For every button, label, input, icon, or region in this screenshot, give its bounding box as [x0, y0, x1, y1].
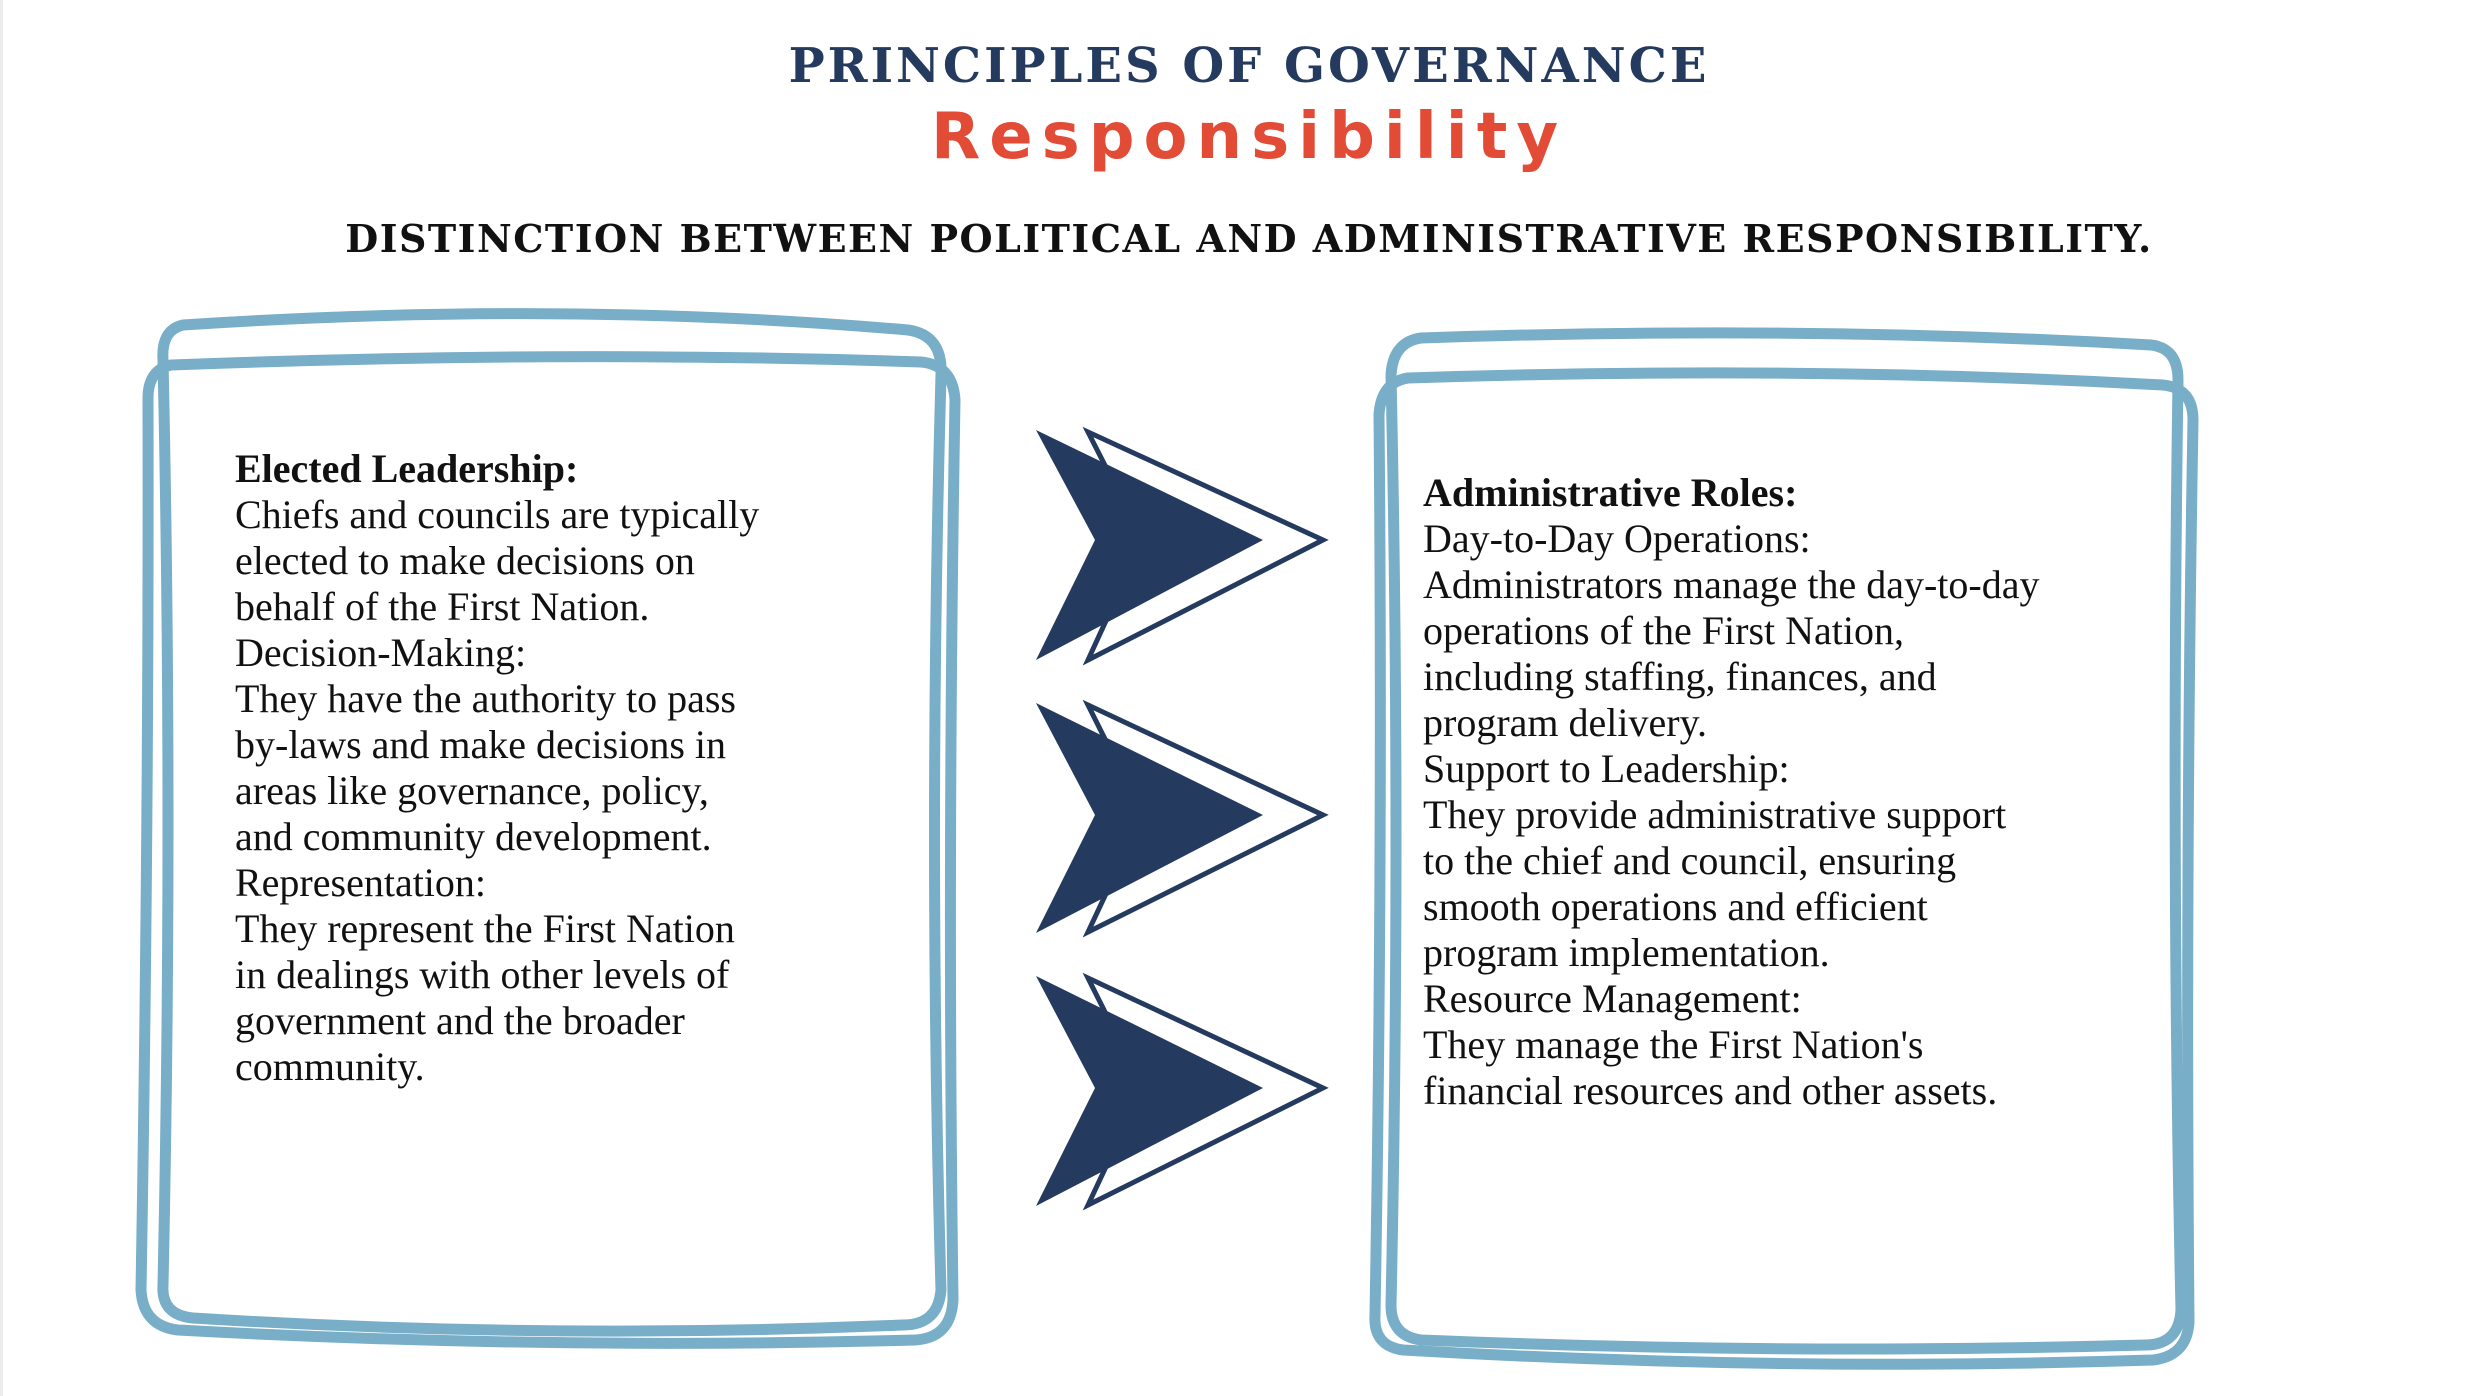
- chevron-arrow-icon: [1036, 976, 1323, 1206]
- panel-line: operations of the First Nation,: [1423, 608, 1905, 653]
- panel-line: Administrators manage the day-to-day: [1423, 562, 2040, 607]
- panel-line: and community development.: [235, 814, 712, 859]
- chevron-arrow-icon: [1036, 703, 1323, 933]
- chevron-arrow-icon: [1036, 430, 1323, 660]
- section-heading: DISTINCTION BETWEEN POLITICAL AND ADMINISTRATIVE RESPONSIBILITY.: [345, 216, 2153, 261]
- panel-line: Day-to-Day Operations:: [1423, 516, 1811, 561]
- panel-line: program implementation.: [1423, 930, 1830, 975]
- panel-line: They represent the First Nation: [235, 906, 735, 951]
- panel-line: smooth operations and efficient: [1423, 884, 1928, 929]
- panel-line: Resource Management:: [1423, 976, 1802, 1021]
- panel-line: in dealings with other levels of: [235, 952, 730, 997]
- panel-line: They manage the First Nation's: [1423, 1022, 1924, 1067]
- elected-leadership-panel: [235, 446, 955, 1090]
- panel-line: program delivery.: [1423, 700, 1707, 745]
- panel-line: areas like governance, policy,: [235, 768, 709, 813]
- panel-line: They have the authority to pass: [235, 676, 736, 721]
- panel-line: community.: [235, 1044, 425, 1089]
- page-title: PRINCIPLES OF GOVERNANCE: [788, 38, 1710, 94]
- panel-line: Support to Leadership:: [1423, 746, 1790, 791]
- panel-line: government and the broader: [235, 998, 685, 1043]
- panel-line: Decision-Making:: [235, 630, 527, 675]
- panel-line: financial resources and other assets.: [1423, 1068, 1998, 1113]
- page-subtitle: Responsibility: [930, 100, 1568, 174]
- panel-line: Chiefs and councils are typically: [235, 492, 760, 537]
- panel-line: Representation:: [235, 860, 487, 905]
- administrative-roles-panel: [1423, 470, 2183, 1114]
- panel-line: by-laws and make decisions in: [235, 722, 726, 767]
- panel-title: Elected Leadership:: [235, 446, 579, 491]
- panel-line: to the chief and council, ensuring: [1423, 838, 1957, 883]
- panel-line: behalf of the First Nation.: [235, 584, 650, 629]
- panel-line: including staffing, finances, and: [1423, 654, 1937, 699]
- panel-line: They provide administrative support: [1423, 792, 2007, 837]
- panel-line: elected to make decisions on: [235, 538, 695, 583]
- panel-title: Administrative Roles:: [1423, 470, 1798, 515]
